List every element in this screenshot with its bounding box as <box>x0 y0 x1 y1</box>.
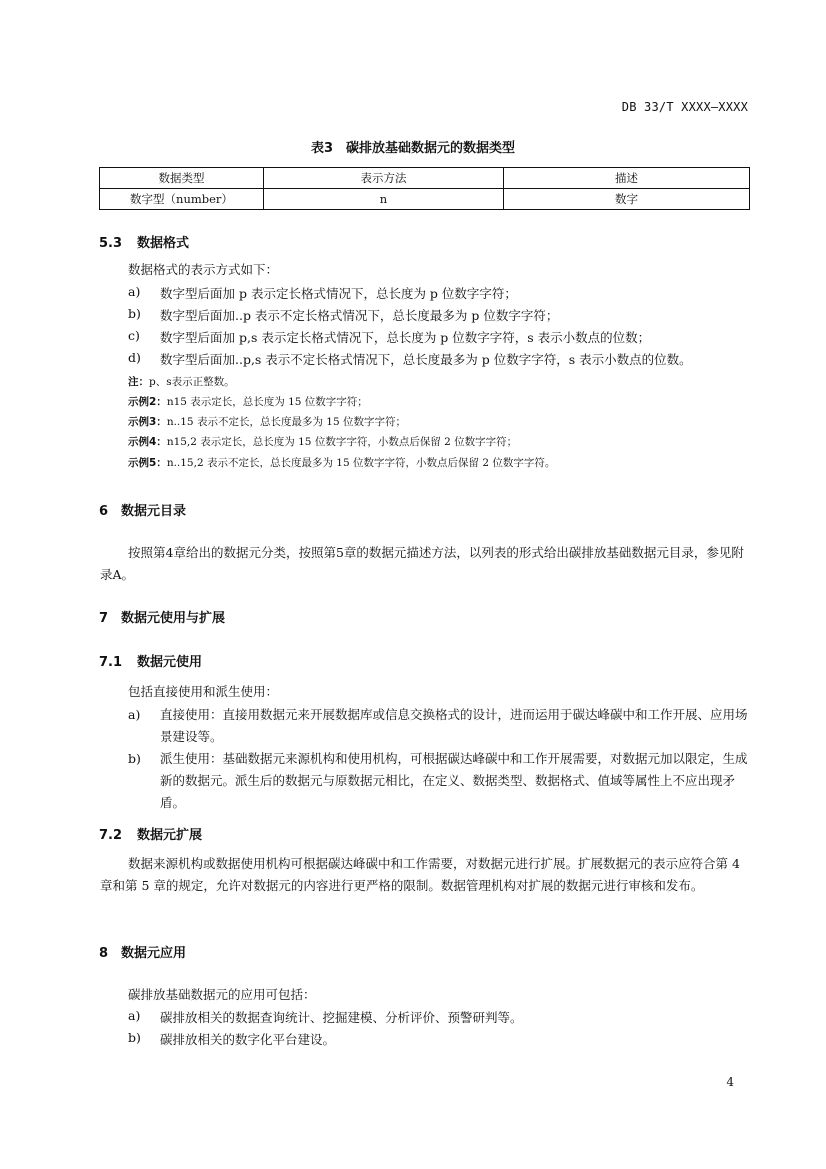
list-text: 碳排放相关的数字化平台建设。 <box>160 1032 336 1047</box>
table-cell: n <box>264 189 504 210</box>
section-title: 数据元使用 <box>137 655 203 670</box>
example-text: n15 表示定长，总长度为 15 位数字字符； <box>166 396 368 408</box>
table-header-cell: 数据类型 <box>100 168 264 189</box>
list-text: 派生使用：基础数据元来源机构和使用机构，可根据碳达峰碳中和工作开展需要，对数据元加以限定，生成新的数据元。派生后的数据元与原数据元相比，在定义、数据类型、数据格式、值域等属性上不应出现矛盾。 <box>160 751 748 810</box>
section-heading-8 <box>99 942 186 961</box>
list-text: 数字型后面加..p 表示不定长格式情况下，总长度最多为 p 位数字字符； <box>160 308 559 323</box>
table-header-cell: 表示方法 <box>264 168 504 189</box>
section-intro: 包括直接使用和派生使用： <box>128 684 279 699</box>
section-heading-5-3 <box>99 232 189 251</box>
section-intro: 数据格式的表示方式如下： <box>128 262 279 277</box>
list-text: 碳排放相关的数据查询统计、挖掘建模、分析评价、预警研判等。 <box>160 1010 523 1025</box>
list-text: 数字型后面加 p 表示定长格式情况下，总长度为 p 位数字字符； <box>160 286 517 301</box>
list-text: 直接使用：直接用数据元来开展数据库或信息交换格式的设计，进而运用于碳达峰碳中和工作开展、应用场景建设等。 <box>160 707 748 744</box>
page-number: 4 <box>726 1075 734 1089</box>
table-cell: 数字 <box>504 189 750 210</box>
table-header-cell: 描述 <box>504 168 750 189</box>
section-number: 7.1 <box>99 655 123 670</box>
paragraph: 按照第4章给出的数据元分类，按照第5章的数据元描述方法，以列表的形式给出碳排放基础数据元目录，参见附录A。 <box>100 545 744 582</box>
list-label: c) <box>128 328 140 343</box>
section-number: 7.2 <box>99 828 123 843</box>
example-line <box>128 455 555 470</box>
section-heading-6 <box>99 500 186 519</box>
example-label: 示例4： <box>128 436 167 448</box>
data-type-table <box>99 167 750 210</box>
list-label: b) <box>128 306 141 321</box>
paragraph: 数据来源机构或数据使用机构可根据碳达峰碳中和工作需要，对数据元进行扩展。扩展数据元的表示应符合第 4 章和第 5 章的规定，允许对数据元的内容进行更严格的限制。数据管理机构对扩展的数据元进行审核和发布。 <box>100 856 740 893</box>
section-heading-7-1 <box>99 651 202 670</box>
note-text: p、s表示正整数。 <box>149 376 235 388</box>
list-text: 数字型后面加..p,s 表示不定长格式情况下，总长度最多为 p 位数字字符，s 表示小数点的位数。 <box>160 352 692 367</box>
note-label: 注： <box>128 376 149 388</box>
section-title: 数据元应用 <box>121 946 187 961</box>
section-title: 数据元使用与扩展 <box>121 611 226 626</box>
example-text: n..15 表示不定长，总长度最多为 15 位数字字符； <box>166 416 406 428</box>
section-title: 数据格式 <box>137 236 190 251</box>
section-number: 5.3 <box>99 236 123 251</box>
section-title: 数据元扩展 <box>137 828 203 843</box>
example-line <box>128 414 406 429</box>
list-label: a) <box>128 707 141 722</box>
list-label: a) <box>128 1008 141 1023</box>
table-header-row <box>100 168 750 189</box>
section-number: 6 <box>99 504 109 519</box>
example-label: 示例5： <box>128 457 167 469</box>
list-label: a) <box>128 284 141 299</box>
section-intro: 碳排放基础数据元的应用可包括： <box>128 987 316 1002</box>
example-label: 示例2： <box>128 396 167 408</box>
list-text: 数字型后面加 p,s 表示定长格式情况下，总长度为 p 位数字字符，s 表示小数点的位数； <box>160 330 651 345</box>
table-caption: 表3 碳排放基础数据元的数据类型 <box>310 141 516 156</box>
list-label: b) <box>128 1030 141 1045</box>
section-heading-7-2 <box>99 824 202 843</box>
table-cell: 数字型（number） <box>100 189 264 210</box>
note-line <box>128 374 235 389</box>
list-label: d) <box>128 350 141 365</box>
example-line <box>128 394 368 409</box>
document-code: DB 33/T XXXX—XXXX <box>621 100 748 114</box>
example-text: n..15,2 表示不定长，总长度最多为 15 位数字字符，小数点后保留 2 位数字字符。 <box>166 457 556 469</box>
table-row <box>100 189 750 210</box>
section-number: 7 <box>99 611 109 626</box>
example-line <box>128 434 517 449</box>
section-heading-7 <box>99 607 225 626</box>
section-number: 8 <box>99 946 109 961</box>
example-text: n15,2 表示定长，总长度为 15 位数字字符，小数点后保留 2 位数字字符； <box>166 436 518 448</box>
section-title: 数据元目录 <box>121 504 187 519</box>
example-label: 示例3： <box>128 416 167 428</box>
list-label: b) <box>128 751 141 766</box>
